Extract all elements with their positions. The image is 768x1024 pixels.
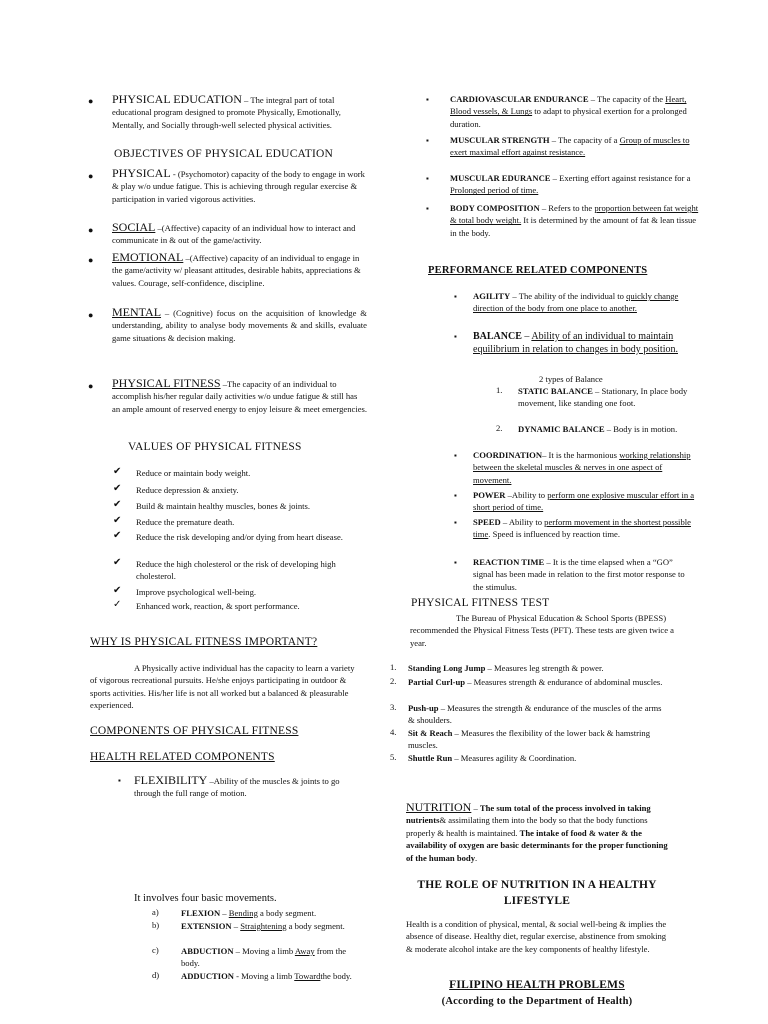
value-item: Improve psychological well-being. [136, 587, 257, 597]
agility: AGILITY – The ability of the individual to quickly change direction of the body from one place to another. [473, 291, 679, 314]
value-item: Enhanced work, reaction, & sport performance. [136, 601, 300, 611]
movement-marker: a) [152, 907, 159, 917]
role-text: Health is a condition of physical, mental, & social well-being & implies the absence of disease. Healthy diet, regular exercise, abstinence from smoking & moderate alcohol intake are the key components of healthy lifestyle. [406, 919, 667, 954]
value-item: Reduce the high cholesterol or the risk of developing high cholesterol. [136, 559, 336, 582]
movement-pre: – [220, 908, 229, 918]
movement-pre: – Moving a limb [233, 946, 295, 956]
balance: BALANCE – Ability of an individual to maintain equilibrium in relation to changes in body position. [473, 331, 678, 355]
test-text: The Bureau of Physical Education & School Sports (BPESS) recommended the Physical Fitness Tests (PFT). These tests are given twice a year. [410, 613, 674, 648]
movement-item [181, 970, 364, 982]
test-term: Shuttle Run [408, 753, 453, 763]
movement-underlined: Straightening [240, 921, 287, 931]
bullet-icon: ● [88, 225, 94, 235]
movement-post: the body. [320, 971, 352, 981]
balance-type-text: – Stationary, In place body movement, like standing one foot. [518, 386, 688, 409]
values-title: VALUES OF PHYSICAL FITNESS [128, 441, 302, 453]
test-term: Partial Curl-up [408, 677, 466, 687]
test-marker: 1. [390, 662, 397, 672]
test-marker: 4. [390, 727, 397, 737]
flexibility-definition: FLEXIBILITY –Ability of the muscles & joints to go through the full range of motion. [134, 773, 340, 799]
movement-item [181, 907, 364, 919]
coordination: COORDINATION– It is the harmonious working relationship between the skeletal muscles & nerves in one aspect of movement. [473, 450, 691, 485]
test-item [408, 702, 670, 727]
check-icon: ✓ [113, 599, 122, 610]
health-related-title: HEALTH RELATED COMPONENTS [90, 751, 275, 763]
check-icon: ✔ [113, 483, 122, 494]
value-item: Reduce the risk developing and/or dying from heart disease. [136, 532, 343, 542]
check-icon: ✔ [113, 557, 122, 568]
movements-intro: It involves four basic movements. [134, 893, 277, 904]
test-item [408, 727, 670, 752]
movement-underlined: Away [294, 946, 315, 956]
square-bullet-icon: ▪ [426, 204, 429, 213]
test-item [408, 676, 670, 688]
movement-pre: - Moving a limb [234, 971, 295, 981]
balance-type-marker: 1. [496, 385, 503, 395]
test-marker: 3. [390, 702, 397, 712]
movement-marker: d) [152, 970, 160, 980]
body-composition: BODY COMPOSITION – Refers to the proportion between fat weight & total body weight. It is determined by the amount of fat & lean tissue in the body. [450, 203, 699, 238]
bullet-icon: ● [88, 381, 94, 391]
objective-emotional: EMOTIONAL –(Affective) capacity of an individual to engage in the game/activity w/ pleasant attitudes, desirable habits, appreciations & values. Courage, self-confidence, discipline. [112, 250, 361, 288]
muscular-strength: MUSCULAR STRENGTH – The capacity of a Group of muscles to exert maximal effort against resistance. [450, 135, 690, 158]
test-marker: 2. [390, 676, 397, 686]
components-title: COMPONENTS OF PHYSICAL FITNESS [90, 725, 299, 737]
check-icon: ✔ [113, 515, 122, 526]
why-title: WHY IS PHYSICAL FITNESS IMPORTANT? [90, 636, 318, 648]
square-bullet-icon: ▪ [426, 136, 429, 145]
bullet-icon: ● [88, 255, 94, 265]
balance-type-text: – Body is in motion. [604, 424, 678, 434]
test-text: – Measures the flexibility of the lower back & hamstring muscles. [408, 728, 651, 751]
why-text: A Physically active individual has the capacity to learn a variety of vigorous recreational pursuits. He/she enjoys participating in outdoor & sports activities. His/her life is not all worked but a balanced & pleasurable experienced. [90, 663, 355, 711]
test-term: Standing Long Jump [408, 663, 486, 673]
pe-term: PHYSICAL EDUCATION [112, 92, 242, 106]
balance-type-marker: 2. [496, 423, 503, 433]
check-icon: ✔ [113, 499, 122, 510]
square-bullet-icon: ▪ [454, 558, 457, 567]
bullet-icon: ● [88, 96, 94, 106]
movement-marker: b) [152, 920, 160, 930]
bullet-icon: ● [88, 310, 94, 320]
movement-underlined: Toward [294, 971, 321, 981]
balance-type-item [518, 385, 708, 410]
physical-fitness-definition: PHYSICAL FITNESS –The capacity of an individual to accomplish his/her regular daily activities w/o undue fatigue & still has an ample amount of reserved energy to enjoy leisure & meet emergencies. [112, 376, 368, 414]
movement-term: ADDUCTION [181, 971, 234, 981]
square-bullet-icon: ▪ [118, 776, 121, 785]
test-item [408, 662, 670, 674]
check-icon: ✔ [113, 585, 122, 596]
movement-item [181, 945, 364, 970]
objective-mental: MENTAL – (Cognitive) focus on the acquisition of knowledge & understanding, ability to analyse body movements & and skills, evaluate game situations & decision making. [112, 305, 367, 343]
movement-post: a body segment. [286, 921, 345, 931]
balance-type-term: DYNAMIC BALANCE [518, 424, 605, 434]
cardio-endurance: CARDIOVASCULAR ENDURANCE – The capacity of the Heart, Blood vessels, & Lungs to adapt to physical exertion for a prolonged duration. [450, 94, 687, 129]
speed: SPEED – Ability to perform movement in the shortest possible time. Speed is influenced by reaction time. [473, 517, 691, 540]
muscular-endurance: MUSCULAR EDURANCE – Exerting effort against resistance for a Prolonged period of time. [450, 173, 691, 196]
pe-definition: PHYSICAL EDUCATION – The integral part of total educational program designed to promote Physically, Emotionally, Mentally, and Socially through-well selected physical activities. [112, 92, 341, 130]
movement-item [181, 920, 364, 932]
objective-social: SOCIAL –(Affective) capacity of an individual how to interact and communicate in & out of the game/activity. [112, 220, 356, 246]
movement-marker: c) [152, 945, 159, 955]
test-text: – Measures leg strength & power. [485, 663, 604, 673]
objective-physical: PHYSICAL - (Psychomotor) capacity of the body to engage in work & play w/o undue fatigue. This is achieving through regular exercise & participation in varied vigorous activities. [112, 166, 365, 204]
power: POWER –Ability to perform one explosive muscular effort in a short period of time. [473, 490, 695, 513]
movement-term: ABDUCTION [181, 946, 234, 956]
value-item: Build & maintain healthy muscles, bones & joints. [136, 501, 311, 511]
movement-pre: – [231, 921, 241, 931]
filipino-subtitle: (According to the Department of Health) [441, 996, 633, 1007]
balance-type-term: STATIC BALANCE [518, 386, 593, 396]
square-bullet-icon: ▪ [426, 95, 429, 104]
test-term: Sit & Reach [408, 728, 453, 738]
filipino-title: FILIPINO HEALTH PROBLEMS [449, 979, 625, 991]
test-item [408, 752, 670, 764]
bullet-icon: ● [88, 171, 94, 181]
pe-text: The integral part of total educational program designed to promote Physically, Emotionally, Mentally, and Socially through-well selected physical activities. [112, 95, 341, 130]
square-bullet-icon: ▪ [454, 292, 457, 301]
movement-post: from the body. [181, 946, 347, 969]
test-term: Push-up [408, 703, 439, 713]
movement-term: EXTENSION [181, 921, 232, 931]
square-bullet-icon: ▪ [454, 518, 457, 527]
test-text: – Measures strength & endurance of abdominal muscles. [465, 677, 663, 687]
test-text: – Measures the strength & endurance of the muscles of the arms & shoulders. [408, 703, 662, 726]
square-bullet-icon: ▪ [454, 332, 457, 341]
balance-type-item [518, 423, 708, 435]
objectives-title: OBJECTIVES OF PHYSICAL EDUCATION [114, 148, 334, 160]
reaction-time: REACTION TIME – It is the time elapsed when a “GO” signal has been made in relation to the first motor response to the stimulus. [473, 557, 685, 592]
square-bullet-icon: ▪ [454, 451, 457, 460]
test-title: PHYSICAL FITNESS TEST [411, 597, 550, 609]
check-icon: ✔ [113, 530, 122, 541]
movement-underlined: Bending [228, 908, 258, 918]
square-bullet-icon: ▪ [426, 174, 429, 183]
value-item: Reduce depression & anxiety. [136, 485, 239, 495]
nutrition-definition: NUTRITION – The sum total of the process involved in taking nutrients& assimilating them into the body so that the body functions properly & health is maintained. The intake of food & water & the availability of oxygen are basic determinants for the proper functioning of the human body. [406, 800, 668, 863]
check-icon: ✔ [113, 466, 122, 477]
performance-title: PERFORMANCE RELATED COMPONENTS [428, 265, 648, 276]
movement-term: FLEXION [181, 908, 221, 918]
test-marker: 5. [390, 752, 397, 762]
movement-post: a body segment. [257, 908, 317, 918]
test-text: – Measures agility & Coordination. [452, 753, 577, 763]
value-item: Reduce the premature death. [136, 517, 235, 527]
square-bullet-icon: ▪ [454, 491, 457, 500]
balance-types-intro: 2 types of Balance [539, 374, 603, 384]
value-item: Reduce or maintain body weight. [136, 468, 251, 478]
role-title: THE ROLE OF NUTRITION IN A HEALTHY LIFESTYLE [417, 879, 657, 907]
